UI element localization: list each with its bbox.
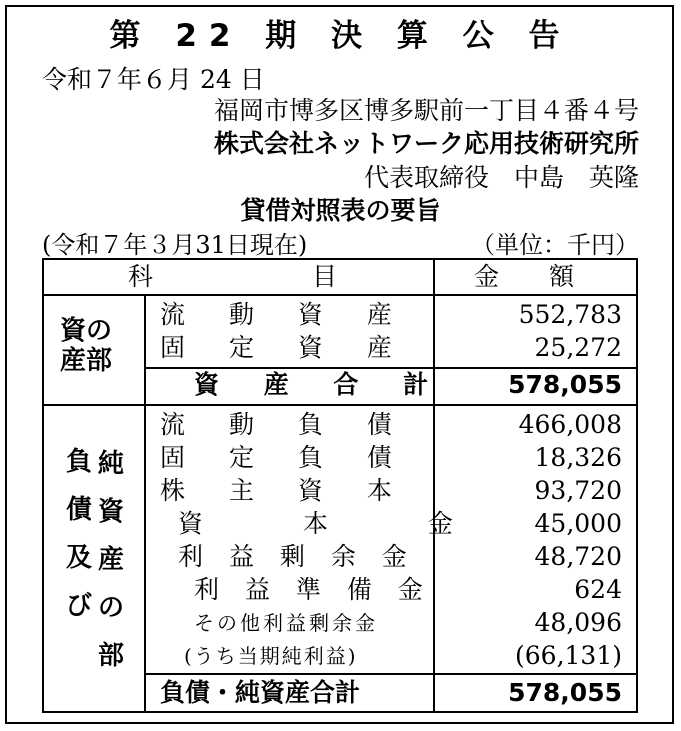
capital-label: 資 本 金 — [178, 509, 499, 538]
current-liabilities-value: 466,008 — [518, 410, 622, 439]
retained-earnings-value: 48,720 — [534, 542, 622, 571]
net-income-label: (うち当期純利益) — [184, 644, 358, 668]
header-item: 目 — [312, 262, 338, 291]
other-retained-earnings-value: 48,096 — [534, 608, 622, 637]
fixed-assets-label: 固 定 資 産 — [160, 333, 410, 362]
legal-reserve-label: 利 益 準 備 金 — [194, 575, 432, 604]
shareholders-equity-value: 93,720 — [534, 476, 622, 505]
assets-section-label: 資の 産部 — [60, 316, 113, 376]
total-assets-label: 資 産 合 計 — [194, 370, 447, 399]
notice-title: 第 22 期 決 算 公 告 — [109, 18, 572, 54]
other-retained-earnings-label: その他利益剰余金 — [194, 611, 378, 635]
section-rule — [44, 404, 636, 406]
retained-earnings-label: 利 益 剰 余 金 — [178, 542, 416, 571]
as-of-date: (令和７年３月31日現在) — [42, 231, 308, 259]
divider-section — [144, 296, 146, 711]
net-income-value: (66,131) — [515, 641, 622, 670]
representative: 代表取締役 中島 英隆 — [363, 163, 639, 192]
total-liab-equity-label: 負債・純資産合計 — [160, 678, 361, 707]
divider-amount — [433, 260, 435, 711]
company-address: 福岡市博多区博多駅前一丁目４番４号 — [213, 96, 639, 125]
total-liab-equity-value: 578,055 — [508, 678, 622, 707]
fixed-assets-value: 25,272 — [534, 333, 622, 362]
header-subject: 科 — [128, 262, 154, 291]
assets-total-rule — [144, 367, 636, 369]
fixed-liabilities-value: 18,326 — [534, 443, 622, 472]
current-assets-label: 流 動 資 産 — [160, 300, 410, 329]
current-assets-value: 552,783 — [518, 300, 622, 329]
company-name: 株式会社ネットワーク応用技術研究所 — [213, 129, 639, 158]
legal-reserve-value: 624 — [574, 575, 622, 604]
fixed-liabilities-label: 固 定 負 債 — [160, 443, 410, 472]
total-assets-value: 578,055 — [508, 370, 622, 399]
liab-total-rule — [144, 673, 636, 675]
capital-value: 45,000 — [534, 509, 622, 538]
header-rule — [44, 294, 636, 296]
liab-section-label-left: 負 債 及 び — [66, 447, 93, 621]
unit-label: （単位：千円） — [471, 231, 639, 259]
notice-date: 令和７年６月 24 日 — [42, 65, 265, 94]
balance-sheet-table — [42, 258, 638, 713]
current-liabilities-label: 流 動 負 債 — [160, 410, 410, 439]
liab-section-label-right: 純 資 産 の 部 — [98, 449, 125, 671]
statement-title: 貸借対照表の要旨 — [240, 196, 441, 225]
header-amount: 金 額 — [474, 262, 575, 291]
shareholders-equity-label: 株 主 資 本 — [160, 476, 410, 505]
